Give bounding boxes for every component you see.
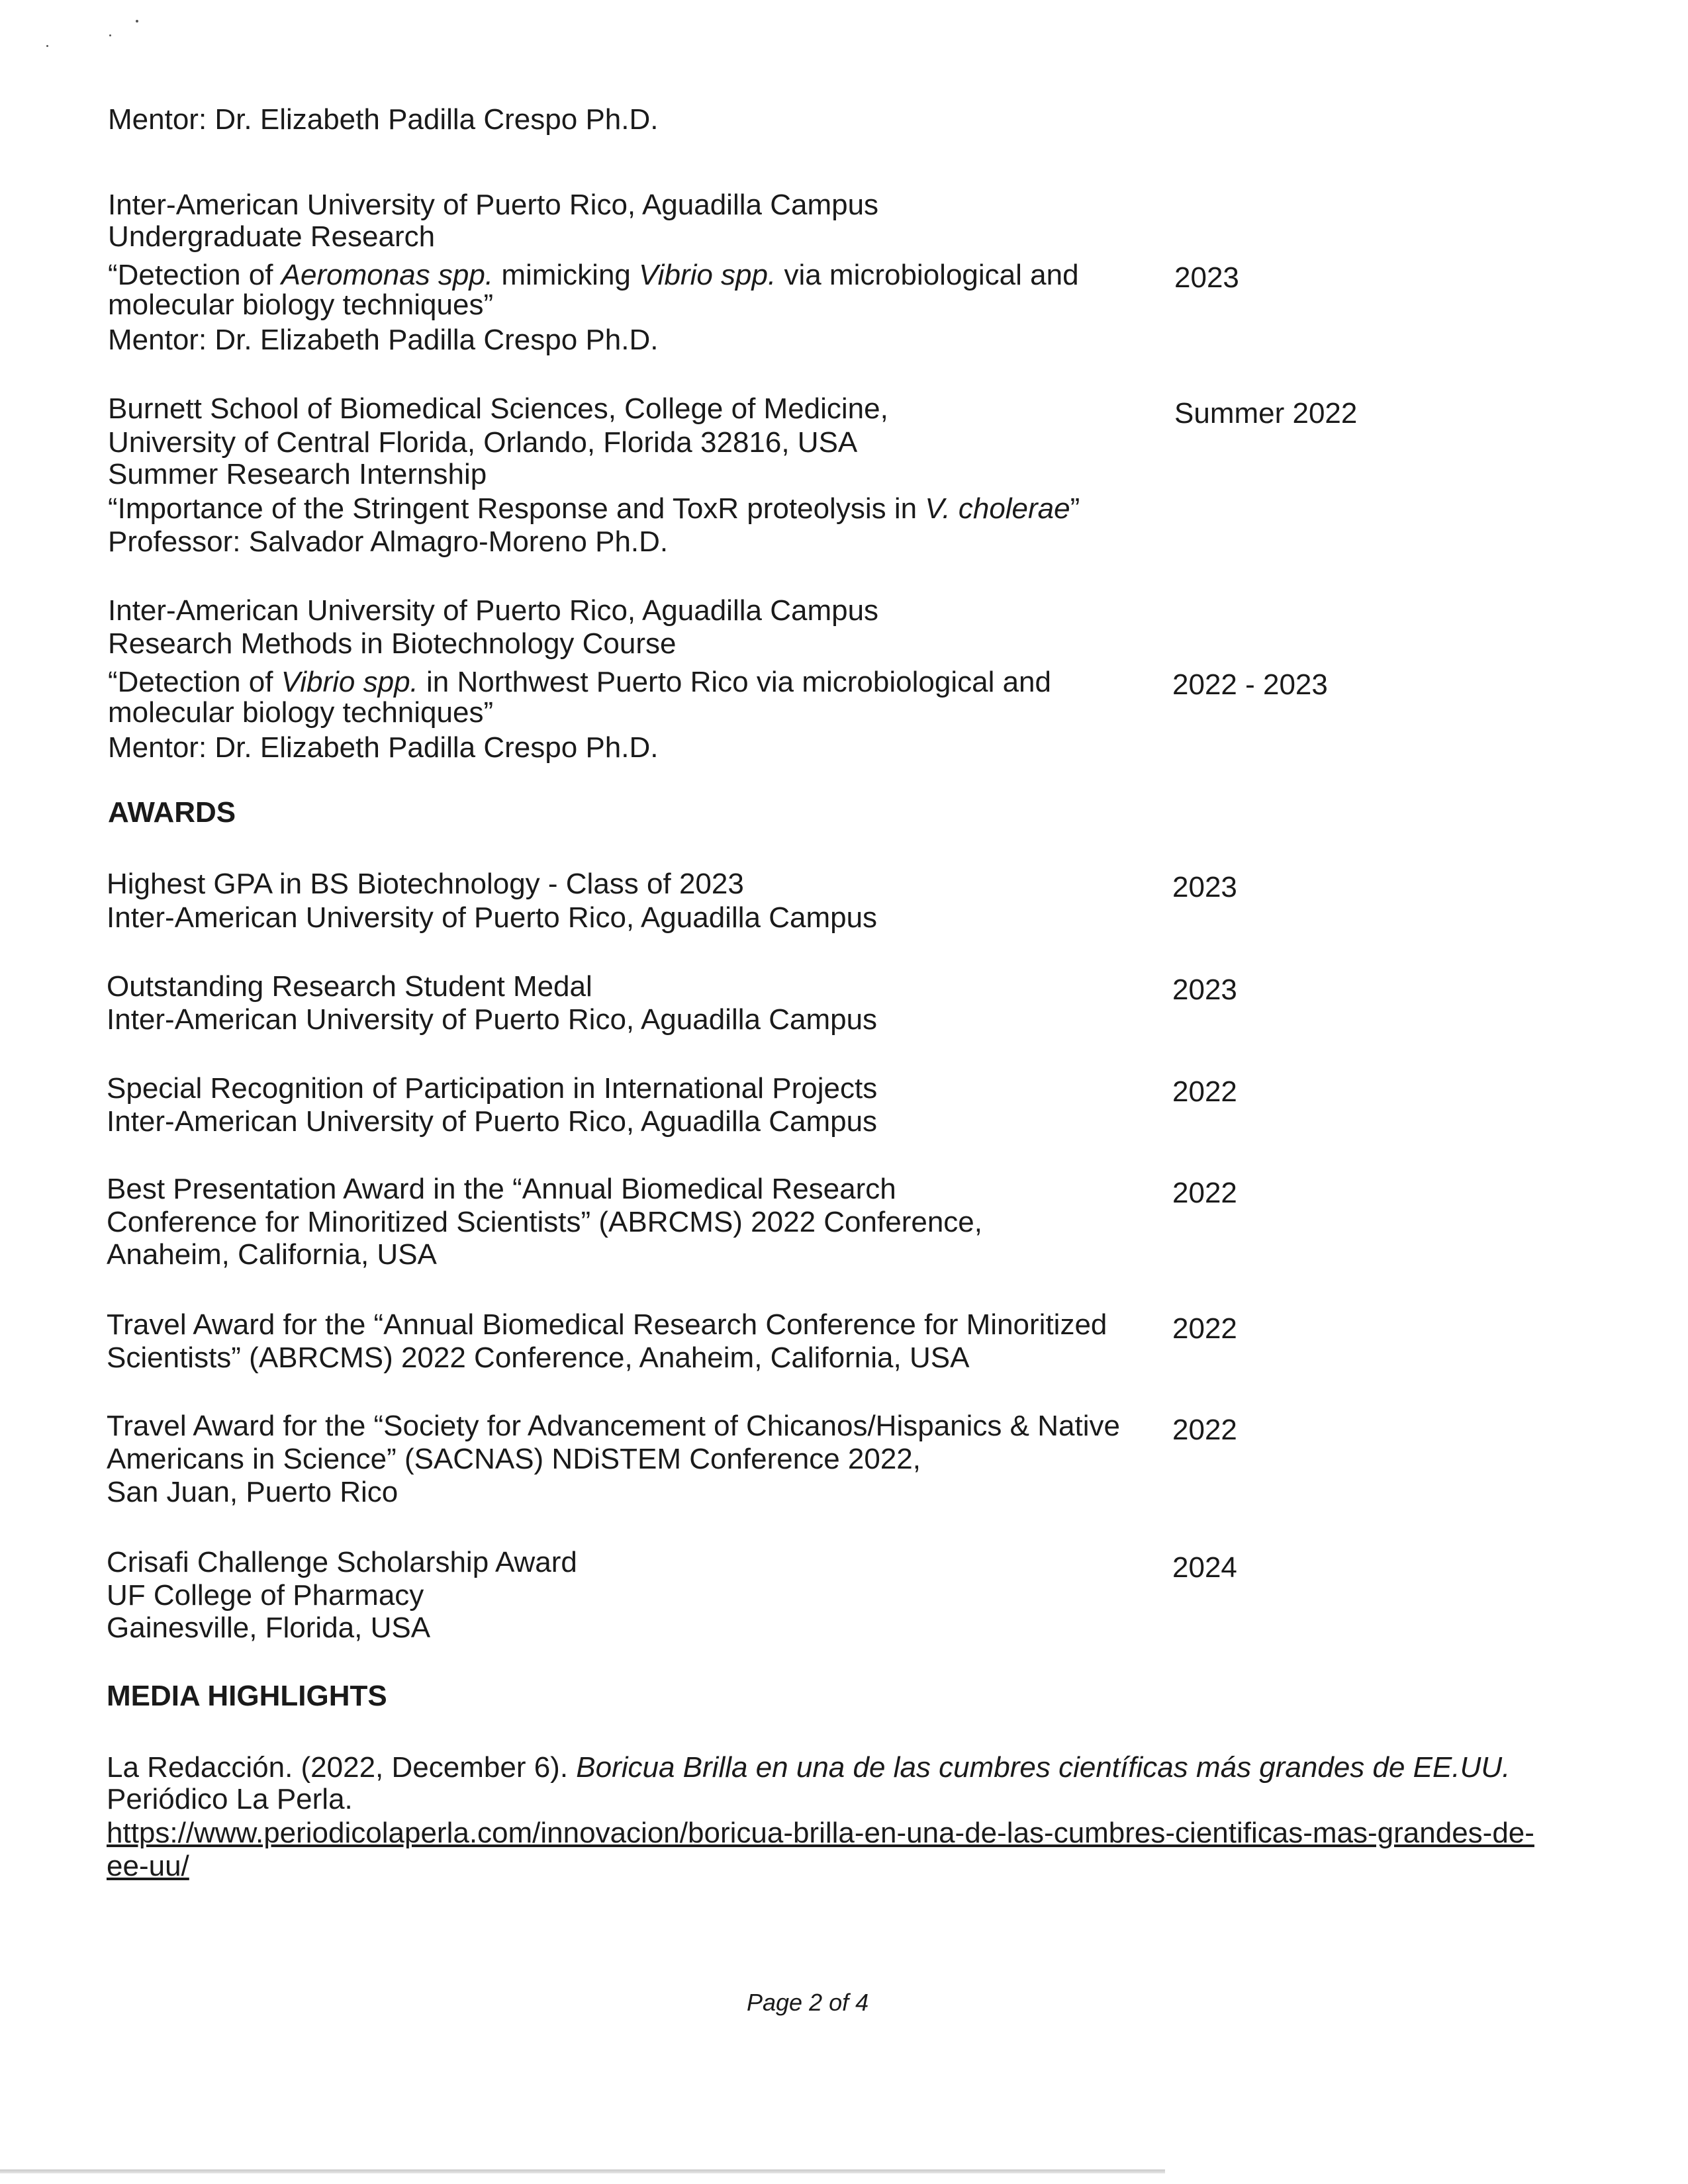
research-date: 2022 - 2023	[1172, 668, 1328, 701]
award-date: 2024	[1172, 1551, 1237, 1584]
research-mentor-line: Mentor: Dr. Elizabeth Padilla Crespo Ph.D.	[108, 103, 659, 136]
award-location: San Juan, Puerto Rico	[107, 1476, 399, 1508]
research-institution: Inter-American University of Puerto Rico, Aguadilla Campus	[108, 189, 879, 221]
page-number: Page 2 of 4	[747, 1989, 869, 2016]
award-title: Outstanding Research Student Medal	[107, 970, 592, 1003]
award-title-cont: Americans in Science” (SACNAS) NDiSTEM Conference 2022,	[107, 1443, 921, 1475]
award-location: Gainesville, Florida, USA	[107, 1612, 431, 1644]
media-heading: MEDIA HIGHLIGHTS	[107, 1680, 387, 1712]
research-date: 2023	[1174, 261, 1239, 294]
media-url-link-cont[interactable]: ee-uu/	[107, 1850, 189, 1882]
research-date: Summer 2022	[1174, 397, 1358, 430]
media-url-link[interactable]: https://www.periodicolaperla.com/innovacion/boricua-brilla-en-una-de-las-cumbres-cientificas-mas-grandes-de-	[107, 1817, 1534, 1849]
award-title: Travel Award for the “Society for Advancement of Chicanos/Hispanics & Native	[107, 1410, 1120, 1442]
award-date: 2022	[1172, 1312, 1237, 1345]
scan-speck	[46, 45, 48, 47]
research-program: Summer Research Internship	[108, 458, 487, 490]
research-program: Undergraduate Research	[108, 220, 436, 253]
research-title: “Importance of the Stringent Response and ToxR proteolysis in V. cholerae”	[108, 492, 1080, 525]
award-title: Travel Award for the “Annual Biomedical Research Conference for Minoritized	[107, 1308, 1107, 1341]
research-institution: Burnett School of Biomedical Sciences, College of Medicine,	[108, 392, 888, 425]
award-date: 2022	[1172, 1075, 1237, 1108]
awards-heading: AWARDS	[108, 796, 236, 829]
award-institution: Inter-American University of Puerto Rico, Aguadilla Campus	[107, 1003, 878, 1036]
award-location: Anaheim, California, USA	[107, 1238, 437, 1271]
research-title: “Detection of Aeromonas spp. mimicking Vibrio spp. via microbiological and	[108, 259, 1079, 291]
research-institution: Inter-American University of Puerto Rico, Aguadilla Campus	[108, 594, 879, 627]
award-title: Highest GPA in BS Biotechnology - Class of 2023	[107, 868, 744, 900]
award-title: Best Presentation Award in the “Annual Biomedical Research	[107, 1173, 896, 1205]
research-title-cont: molecular biology techniques”	[108, 289, 494, 321]
scan-bottom-edge	[0, 2169, 1165, 2173]
scan-speck	[109, 34, 111, 36]
award-date: 2022	[1172, 1177, 1237, 1209]
research-mentor-line: Mentor: Dr. Elizabeth Padilla Crespo Ph.D.	[108, 731, 659, 764]
research-title: “Detection of Vibrio spp. in Northwest Puerto Rico via microbiological and	[108, 666, 1051, 698]
award-institution: Inter-American University of Puerto Rico, Aguadilla Campus	[107, 1105, 878, 1138]
research-title-cont: molecular biology techniques”	[108, 696, 494, 729]
award-title-cont: Conference for Minoritized Scientists” (ABRCMS) 2022 Conference,	[107, 1206, 982, 1238]
research-professor-line: Professor: Salvador Almagro-Moreno Ph.D.	[108, 525, 669, 558]
award-date: 2022	[1172, 1414, 1237, 1446]
award-institution: UF College of Pharmacy	[107, 1579, 424, 1612]
research-institution-cont: University of Central Florida, Orlando, Florida 32816, USA	[108, 426, 858, 459]
award-date: 2023	[1172, 974, 1237, 1006]
media-publisher: Periódico La Perla.	[107, 1783, 353, 1815]
award-title: Crisafi Challenge Scholarship Award	[107, 1546, 577, 1578]
award-institution: Inter-American University of Puerto Rico, Aguadilla Campus	[107, 901, 878, 934]
award-title: Special Recognition of Participation in International Projects	[107, 1072, 878, 1105]
award-title-cont: Scientists” (ABRCMS) 2022 Conference, Anaheim, California, USA	[107, 1342, 970, 1374]
award-date: 2023	[1172, 871, 1237, 903]
media-citation: La Redacción. (2022, December 6). Boricua Brilla en una de las cumbres científicas más grandes de EE.UU.	[107, 1751, 1511, 1784]
scan-speck	[136, 20, 138, 23]
research-program: Research Methods in Biotechnology Course	[108, 627, 677, 660]
research-mentor-line: Mentor: Dr. Elizabeth Padilla Crespo Ph.D.	[108, 324, 659, 356]
